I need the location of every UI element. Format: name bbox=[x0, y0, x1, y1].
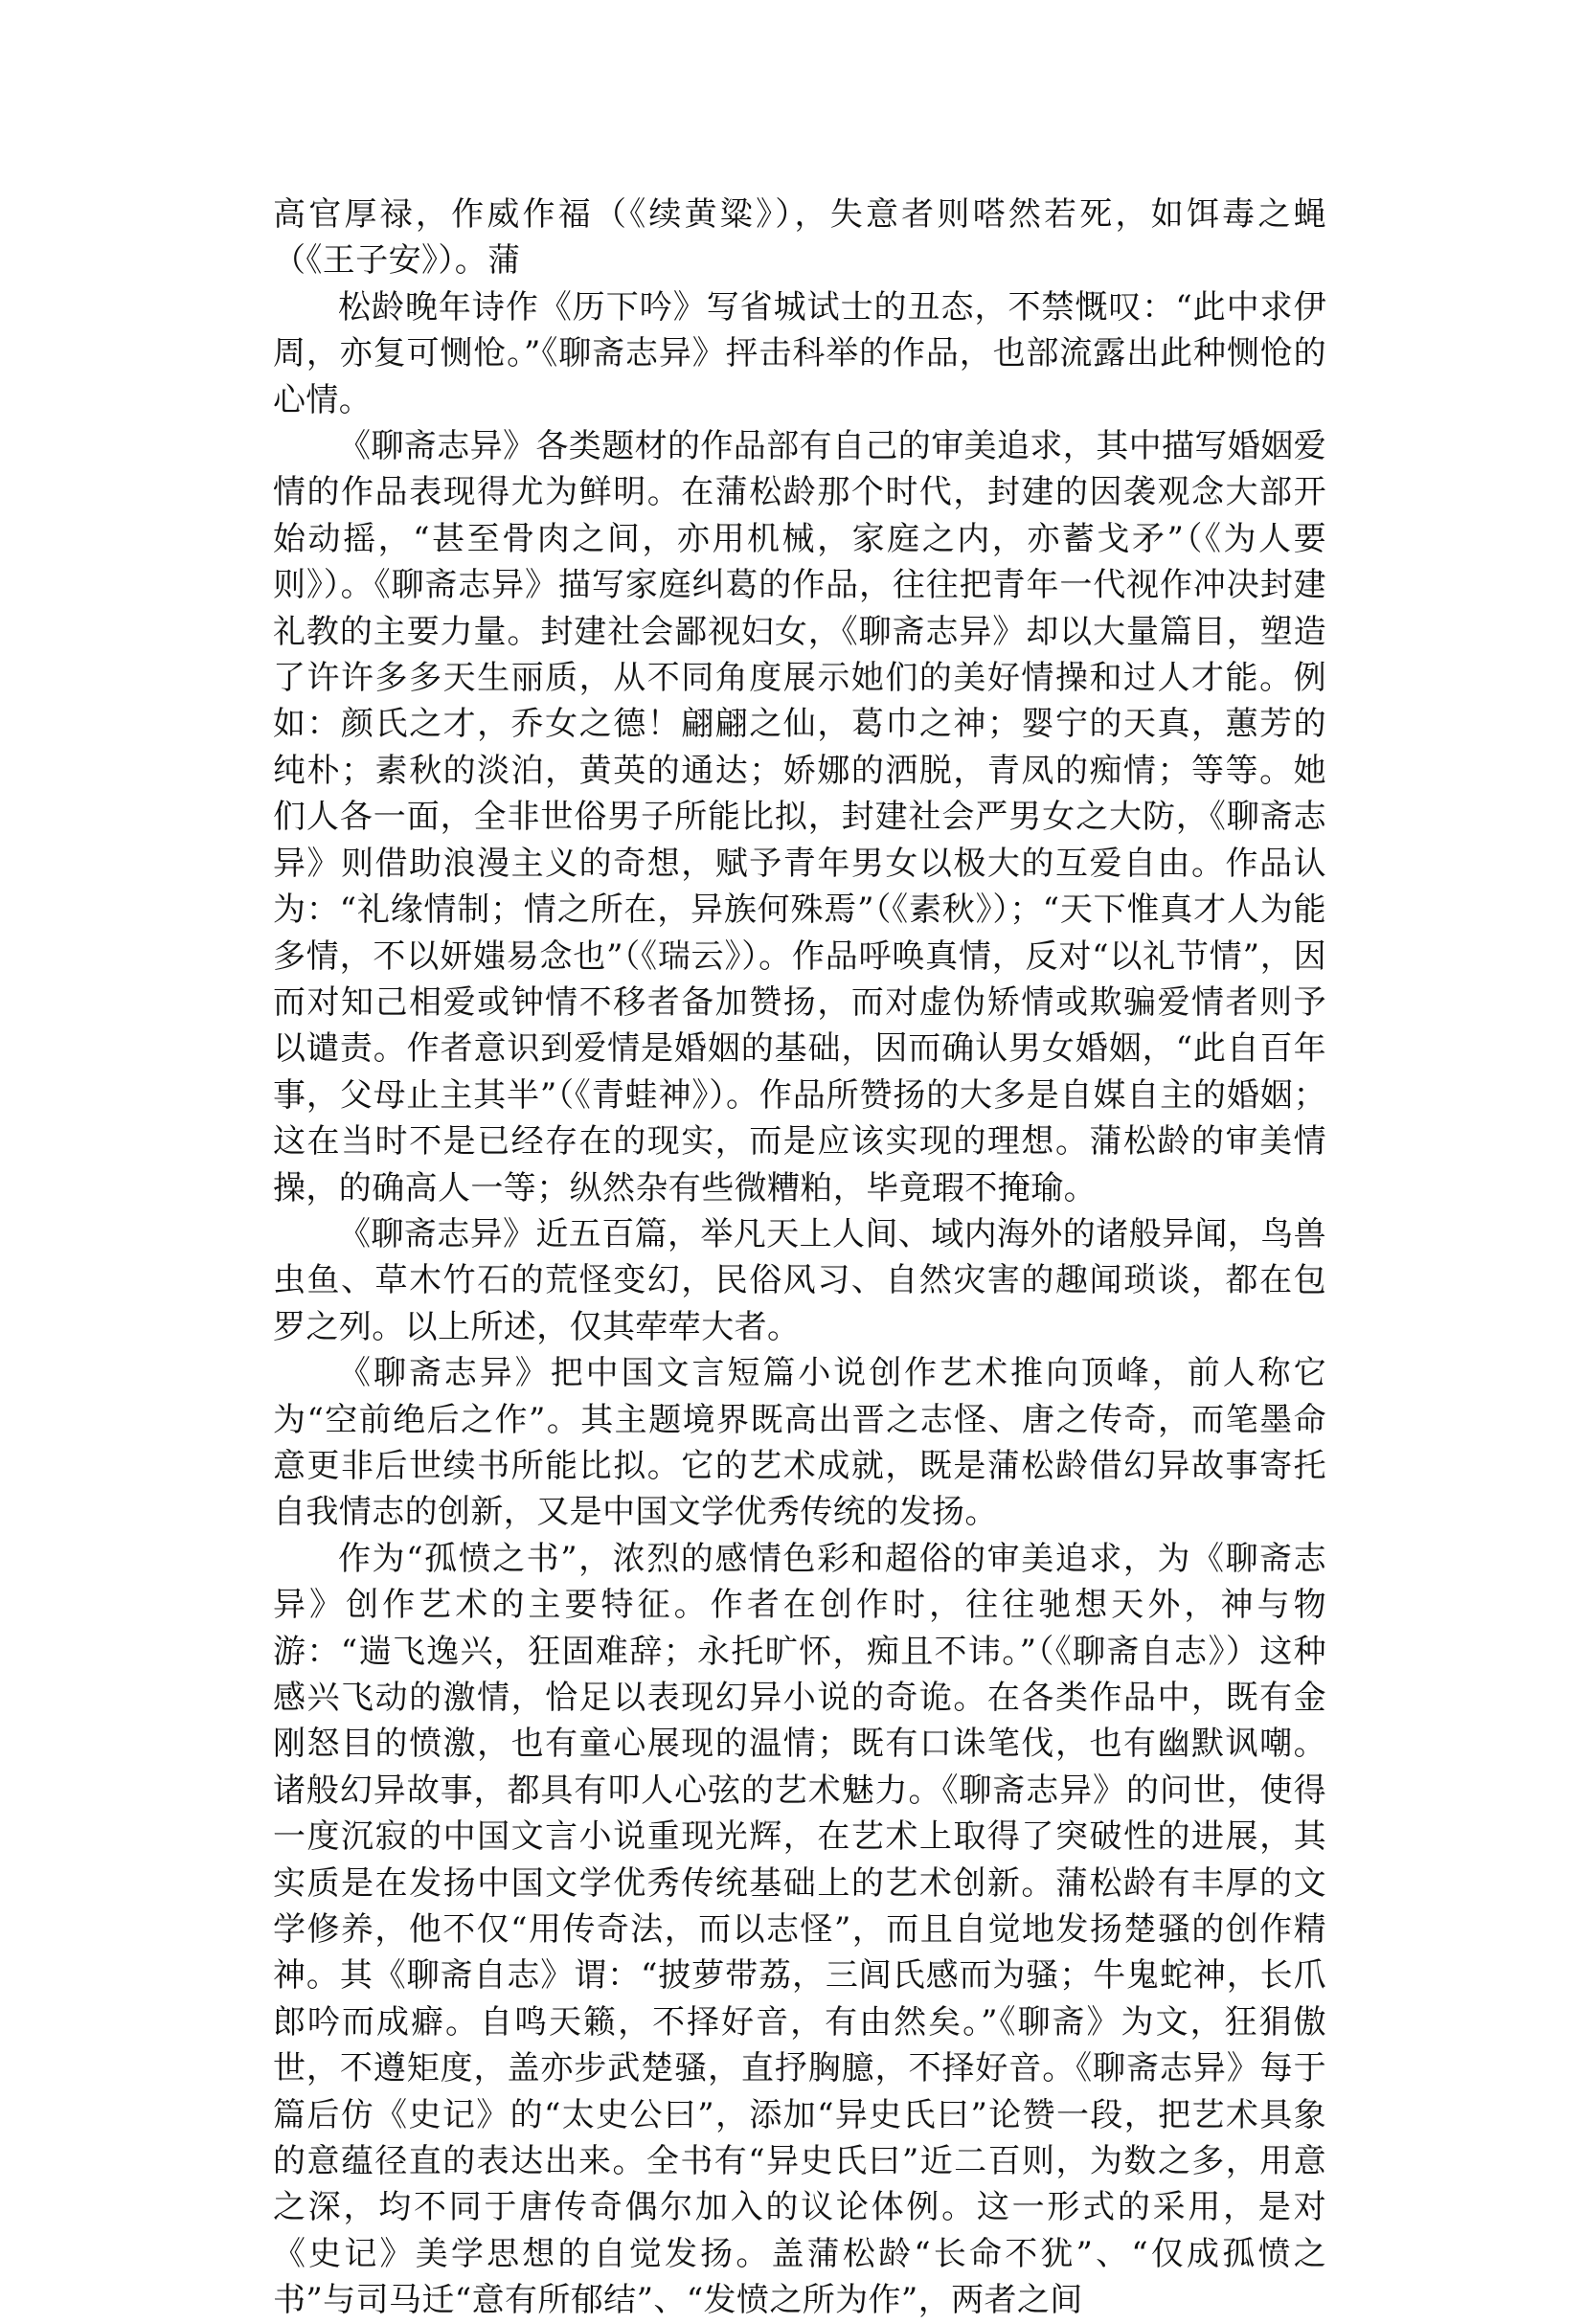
paragraph: 《聊斋志异》近五百篇，举凡天上人间、域内海外的诸般异闻，鸟兽虫鱼、草木竹石的荒怪变幻，民俗风习、自然灾害的趣闻琐谈，都在包罗之列。以上所述，仅其荦荦大者。 bbox=[273, 1214, 1326, 1346]
paragraph: 《聊斋志异》把中国文言短篇小说创作艺术推向顶峰，前人称它为“空前绝后之作”。其主题境界既高出晋之志怪、唐之传奇，而笔墨命意更非后世续书所能比拟。它的艺术成就，既是蒲松龄借幻异故事寄托自我情志的创新，又是中国文学优秀传统的发扬。 bbox=[273, 1354, 1326, 1532]
body-text bbox=[273, 192, 1326, 2324]
paragraph: 松龄晚年诗作《历下吟》写省城试士的丑态，不禁慨叹：“此中求伊周，亦复可恻怆。”《聊斋志异》抨击科举的作品，也部流露出此种恻怆的心情。 bbox=[273, 287, 1326, 419]
paragraph: 作为“孤愤之书”，浓烈的感情色彩和超俗的审美追求，为《聊斋志异》创作艺术的主要特征。作者在创作时，往往驰想天外，神与物游：“遄飞逸兴，狂固难辞；永托旷怀，痴且不讳。”（《聊斋自志》）这种感兴飞动的激情，恰足以表现幻异小说的奇诡。在各类作品中，既有金刚怒目的愤激，也有童心展现的温情；既有口诛笔伐，也有幽默讽嘲。诸般幻异故事，都具有叩人心弦的艺术魅力。《聊斋志异》的问世，使得一度沉寂的中国文言小说重现光辉，在艺术上取得了突破性的进展，其实质是在发扬中国文学优秀传统基础上的艺术创新。蒲松龄有丰厚的文学修养，他不仅“用传奇法，而以志怪”，而且自觉地发扬楚骚的创作精神。其《聊斋自志》谓：“披萝带荔，三闾氏感而为骚；牛鬼蛇神，长爪郎吟而成癖。自鸣天籁，不择好音，有由然矣。”《聊斋》为文，狂狷傲世，不遵矩度，盖亦步武楚骚，直抒胸臆，不择好音。《聊斋志异》每于篇后仿《史记》的“太史公曰”，添加“异史氏曰”论赞一段，把艺术具象的意蕴径直的表达出来。全书有“异史氏曰”近二百则，为数之多，用意之深，均不同于唐传奇偶尔加入的议论体例。这一形式的采用，是对《史记》美学思想的自觉发扬。盖蒲松龄“长命不犹”、“仅成孤愤之书”与司马迁“意有所郁结”、“发愤之所为作”，两者之间 bbox=[273, 1539, 1326, 2320]
paragraph: 《聊斋志异》各类题材的作品部有自己的审美追求，其中描写婚姻爱情的作品表现得尤为鲜明。在蒲松龄那个时代，封建的因袭观念大部开始动摇，“甚至骨肉之间，亦用机械，家庭之内，亦蓄戈矛”（《为人要则》）。《聊斋志异》描写家庭纠葛的作品，往往把青年一代视作冲决封建礼教的主要力量。封建社会鄙视妇女，《聊斋志异》却以大量篇目，塑造了许许多多天生丽质，从不同角度展示她们的美好情操和过人才能。例如：颜氏之才，乔女之德！翩翩之仙，葛巾之神；婴宁的天真，蕙芳的纯朴；素秋的淡泊，黄英的通达；娇娜的洒脱，青凤的痴情；等等。她们人各一面，全非世俗男子所能比拟，封建社会严男女之大防，《聊斋志异》则借助浪漫主义的奇想，赋予青年男女以极大的互爱自由。作品认为：“礼缘情制；情之所在，异族何殊焉”（《素秋》）；“天下惟真才人为能多情，不以妍媸易念也”（《瑞云》）。作品呼唤真情，反对“以礼节情”，因而对知己相爱或钟情不移者备加赞扬，而对虚伪矫情或欺骗爱情者则予以谴责。作者意识到爱情是婚姻的基础，因而确认男女婚姻，“此自百年事，父母止主其半”（《青蛙神》）。作品所赞扬的大多是自媒自主的婚姻；这在当时不是已经存在的现实，而是应该实现的理想。蒲松龄的审美情操，的确高人一等；纵然杂有些微糟粕，毕竟瑕不掩瑜。 bbox=[273, 427, 1326, 1207]
paragraph-continuation: 高官厚禄，作威作福（《续黄粱》），失意者则嗒然若死，如饵毒之蝇（《王子安》）。蒲 bbox=[273, 195, 1326, 281]
